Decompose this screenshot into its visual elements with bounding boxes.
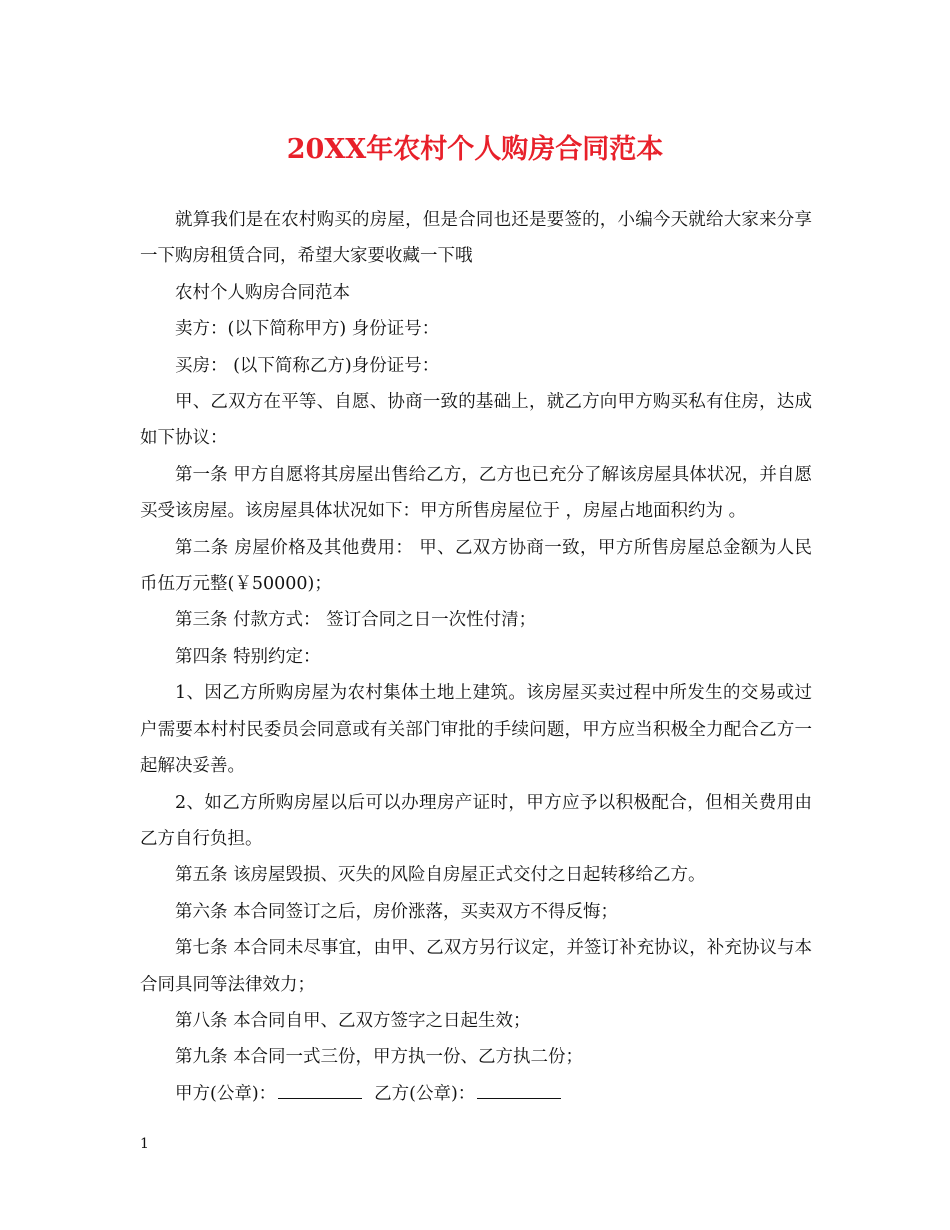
article-6: 第六条 本合同签订之后，房价涨落，买卖双方不得反悔； <box>175 901 619 922</box>
intro-paragraph: 就算我们是在农村购买的房屋，但是合同也还是要签的，小编今天就给大家来分享一下购房租赁合同，希望大家要收藏一下哦 <box>140 210 812 267</box>
special-term-1: 1、因乙方所购房屋为农村集体土地上建筑。该房屋买卖过程中所发生的交易或过户需要本村村民委员会同意或有关部门审批的手续问题，甲方应当积极全力配合乙方一起解决妥善。 <box>140 683 812 777</box>
special-term-2: 2、如乙方所购房屋以后可以办理房产证时，甲方应予以积极配合，但相关费用由乙方自行负担。 <box>140 792 812 849</box>
article-5: 第五条 该房屋毁损、灭失的风险自房屋正式交付之日起转移给乙方。 <box>175 865 706 886</box>
party-b-seal-label: 乙方(公章)： <box>374 1083 476 1104</box>
article-7: 第七条 本合同未尽事宜，由甲、乙双方另行议定，并签订补充协议，补充协议与本合同具同等法律效力； <box>140 938 812 995</box>
document-body <box>140 202 812 1112</box>
party-a-seal-label: 甲方(公章)： <box>175 1083 277 1104</box>
signature-line <box>140 1076 812 1112</box>
article-9: 第九条 本合同一式三份，甲方执一份、乙方执二份； <box>175 1047 584 1068</box>
preamble-paragraph: 甲、乙双方在平等、自愿、协商一致的基础上，就乙方向甲方购买私有住房，达成如下协议： <box>140 392 812 449</box>
seller-line: 卖方：(以下简称甲方) 身份证号： <box>175 319 440 340</box>
article-3: 第三条 付款方式： 签订合同之日一次性付清； <box>175 610 537 631</box>
article-4: 第四条 特别约定： <box>175 646 321 667</box>
buyer-line: 买房： (以下简称乙方)身份证号： <box>175 355 440 376</box>
article-2: 第二条 房屋价格及其他费用： 甲、乙双方协商一致，甲方所售房屋总金额为人民币伍万元整(￥50000)； <box>140 537 812 595</box>
party-a-signature-blank <box>278 1080 362 1099</box>
article-8: 第八条 本合同自甲、乙双方签字之日起生效； <box>175 1010 531 1031</box>
article-1: 第一条 甲方自愿将其房屋出售给乙方，乙方也已充分了解该房屋具体状况，并自愿买受该房屋。该房屋具体状况如下：甲方所售房屋位于 ，房屋占地面积约为 。 <box>140 464 812 522</box>
contract-heading: 农村个人购房合同范本 <box>175 282 350 303</box>
document-title: 20XX年农村个人购房合同范本 <box>286 134 664 165</box>
party-b-signature-blank <box>477 1080 561 1099</box>
page-number: 1 <box>140 1136 149 1152</box>
